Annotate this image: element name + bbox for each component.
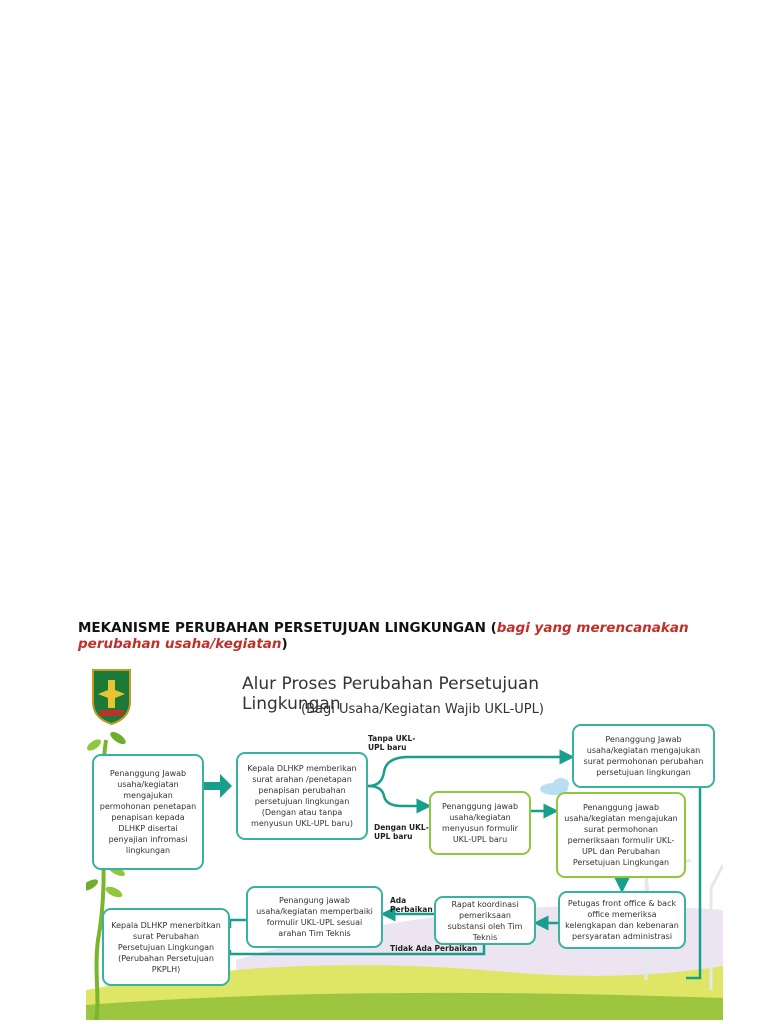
flowchart-figure xyxy=(86,660,723,1020)
heading-main: MEKANISME PERUBAHAN PERSETUJUAN LINGKUNGAN ( xyxy=(78,620,497,636)
step-box-5: Penanggung jawab usaha/kegiatan mengajukan surat permohonan pemeriksaan formulir UKL-UPL dan Perubahan Persetujuan Lingkungan xyxy=(556,792,686,878)
step-box-9: Kepala DLHKP menerbitkan surat Perubahan Persetujuan Lingkungan (Perubahan Persetujuan PKPLH) xyxy=(102,908,230,986)
label-tanpa: Tanpa UKL-UPL baru xyxy=(368,734,416,752)
step-box-3: Penanggung Jawab usaha/kegiatan mengajukan surat permohonan perubahan persetujuan lingkungan xyxy=(572,724,715,788)
government-logo-emblem xyxy=(93,670,130,724)
label-ada-perbaikan: Ada Perbaikan xyxy=(390,896,433,914)
step-box-8: Penangung jawab usaha/kegiatan memperbaiki formulir UKL-UPL sesuai arahan Tim Teknis xyxy=(246,886,383,948)
step-box-1: Penanggung Jawab usaha/kegiatan mengajukan permohonan penetapan penapisan kepada DLHKP disertai penyajian infromasi lingkungan xyxy=(92,754,204,870)
diagram-subtitle: (Bagi Usaha/Kegiatan Wajib UKL-UPL) xyxy=(301,702,544,717)
label-tidak-ada-perbaikan: Tidak Ada Perbaikan xyxy=(390,944,478,953)
diagram-title: Alur Proses Perubahan Persetujuan Lingkungan xyxy=(242,674,540,714)
section-heading xyxy=(78,620,718,652)
step-box-4: Penanggung jawab usaha/kegiatan menyusun formulir UKL-UPL baru xyxy=(429,791,531,855)
arrow-b8-b9 xyxy=(230,920,246,928)
branch-lower xyxy=(368,786,429,806)
step-box-6: Petugas front office & back office memeriksa kelengkapan dan kebenaran persyaratan administrasi xyxy=(558,891,686,949)
label-dengan: Dengan UKL-UPL baru xyxy=(374,823,429,841)
step-box-2: Kepala DLHKP memberikan surat arahan /penetapan penapisan perubahan persetujuan lingkungan (Dengan atau tanpa menyusun UKL-UPL baru) xyxy=(236,752,368,840)
step-box-7: Rapat koordinasi pemeriksaan substansi oleh Tim Teknis xyxy=(434,896,536,945)
branch-upper xyxy=(368,757,572,786)
heading-close: ) xyxy=(281,636,288,652)
heading-italic: bagi yang merencanakan perubahan usaha/kegiatan xyxy=(78,620,689,652)
big-arrow xyxy=(204,774,232,798)
